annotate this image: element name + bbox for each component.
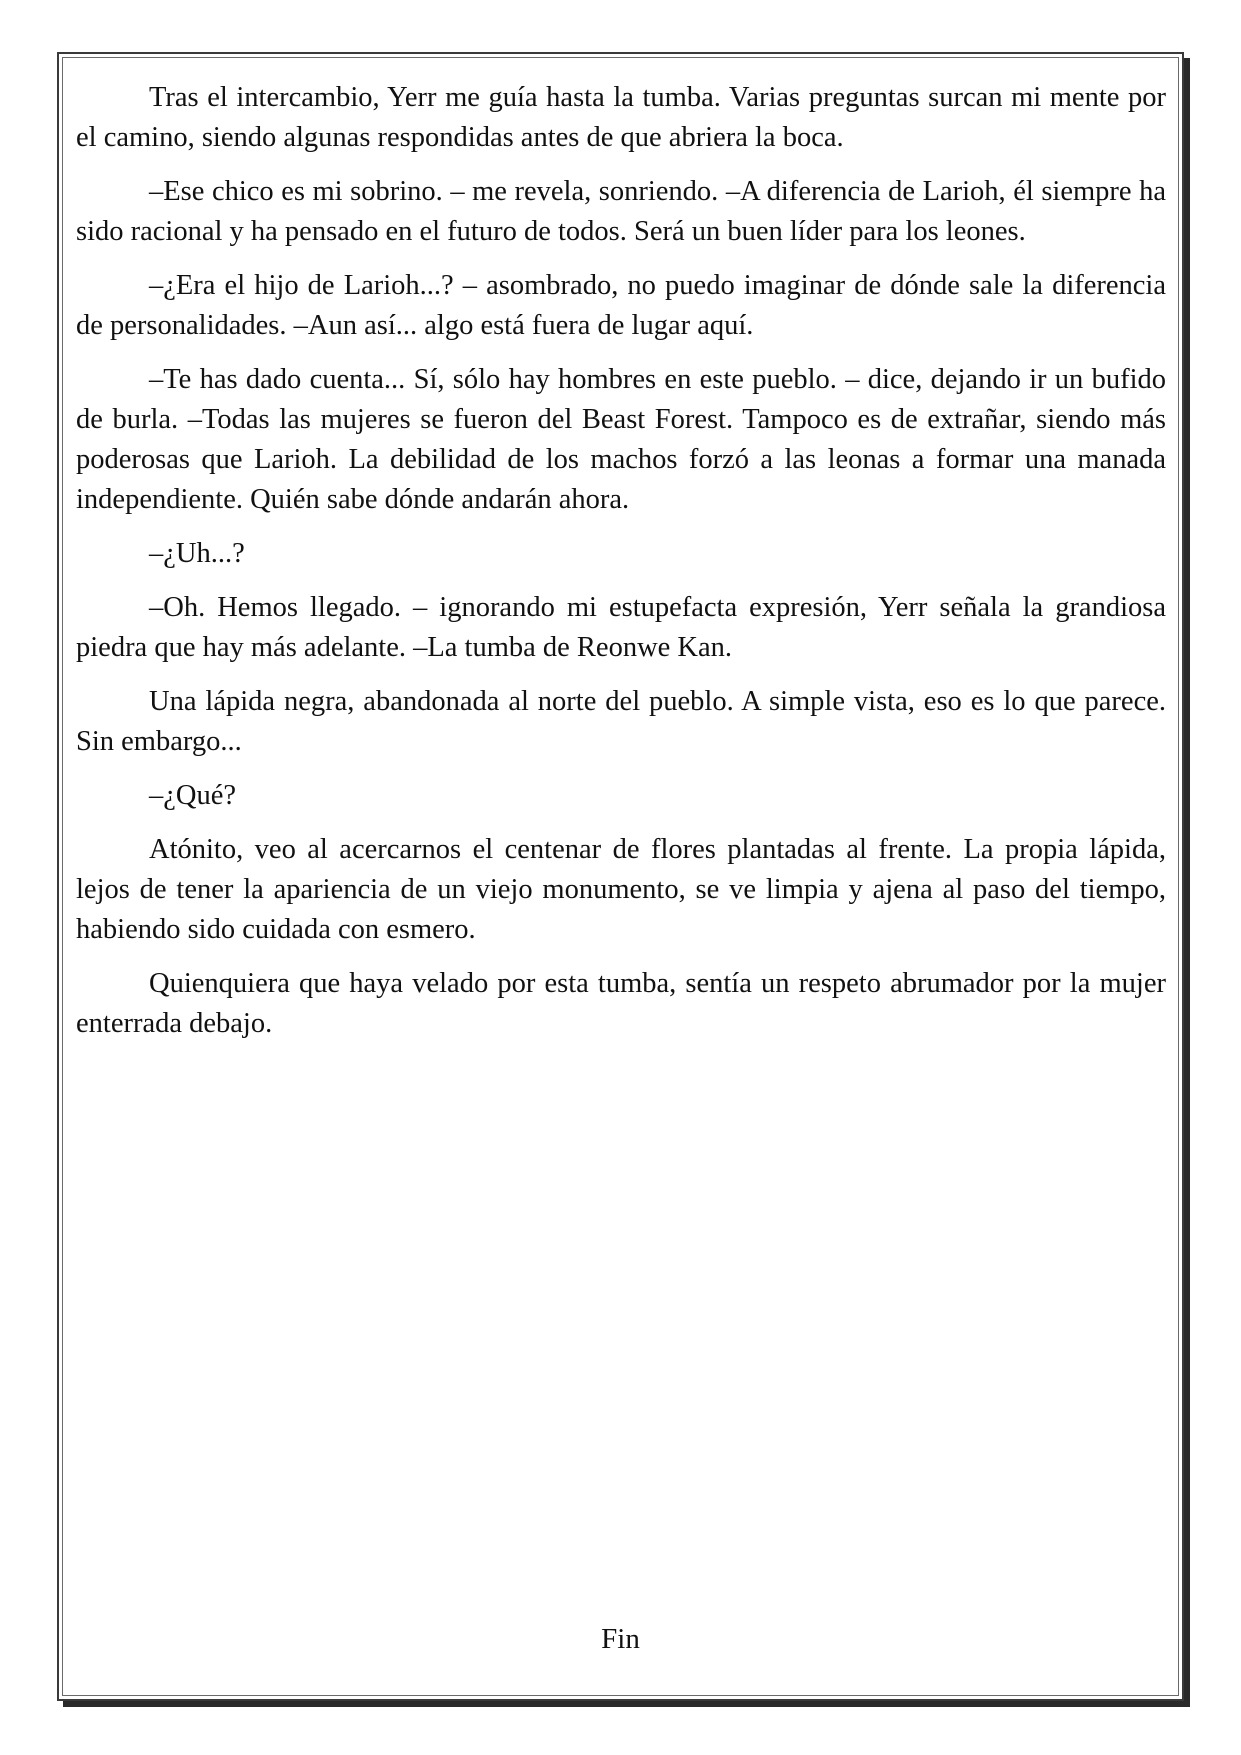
paragraph: –Te has dado cuenta... Sí, sólo hay hombres en este pueblo. – dice, dejando ir un bufido de burla. –Todas las mujeres se fueron del Beast Forest. Tampoco es de extrañar, siendo más poderosas que Larioh. La debilidad de los machos forzó a las leonas a formar una manada independiente. Quién sabe dónde andarán ahora. — [76, 364, 1166, 515]
paragraph: –¿Qué? — [149, 780, 237, 811]
paragraph: Una lápida negra, abandonada al norte del pueblo. A simple vista, eso es lo que parece. Sin embargo... — [76, 686, 1166, 757]
page-frame — [57, 52, 1184, 1701]
paragraph: Quienquiera que haya velado por esta tumba, sentía un respeto abrumador por la mujer enterrada debajo. — [76, 968, 1166, 1039]
paragraph: Tras el intercambio, Yerr me guía hasta la tumba. Varias preguntas surcan mi mente por el camino, siendo algunas respondidas antes de que abriera la boca. — [76, 82, 1166, 153]
paragraph: –¿Era el hijo de Larioh...? – asombrado, no puedo imaginar de dónde sale la diferencia de personalidades. –Aun así... algo está fuera de lugar aquí. — [76, 270, 1166, 341]
paragraph: –Ese chico es mi sobrino. – me revela, sonriendo. –A diferencia de Larioh, él siempre ha sido racional y ha pensado en el futuro de todos. Será un buen líder para los leones. — [76, 176, 1166, 247]
paragraph: –¿Uh...? — [149, 538, 245, 569]
paragraph: Atónito, veo al acercarnos el centenar de flores plantadas al frente. La propia lápida, lejos de tener la apariencia de un viejo monumento, se ve limpia y ajena al paso del tiempo, habiendo sido cuidada con esmero. — [76, 834, 1166, 945]
paragraph: –Oh. Hemos llegado. – ignorando mi estupefacta expresión, Yerr señala la grandiosa piedra que hay más adelante. –La tumba de Reonwe Kan. — [76, 592, 1166, 663]
body-text — [76, 78, 1166, 1058]
ending-label: Fin — [601, 1623, 640, 1655]
